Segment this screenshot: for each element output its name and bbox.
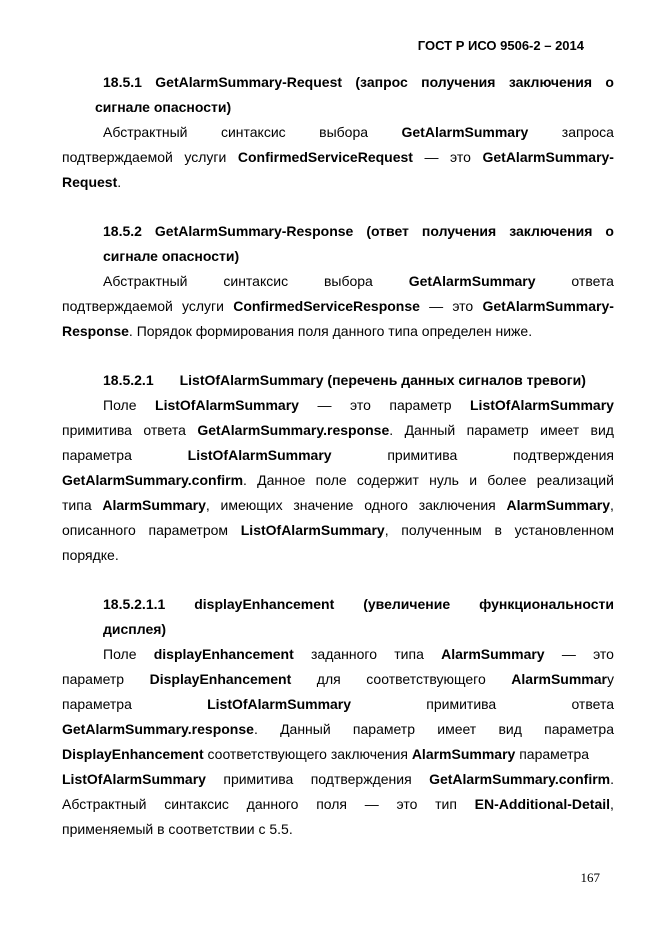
section-heading-18-5-1-cont: сигнале опасности) [95,99,232,115]
paragraph-line: применяемый в соответствии с 5.5. [62,821,293,837]
paragraph-line: Поле displayEnhancement заданного типа AlarmSummary — это [103,646,614,662]
paragraph-line: параметр DisplayEnhancement для соответствующего AlarmSummary [62,671,614,687]
paragraph-line: GetAlarmSummary.response. Данный параметр имеет вид параметра [62,721,614,737]
paragraph-line: подтверждаемой услуги ConfirmedServiceResponse — это GetAlarmSummary- [62,298,614,314]
section-heading-18-5-2-1-1: 18.5.2.1.1 displayEnhancement (увеличение функциональности [103,596,614,612]
paragraph-line: Абстрактный синтаксис выбора GetAlarmSummary запроса [103,124,614,140]
paragraph-line: Абстрактный синтаксис данного поля — это тип EN-Additional-Detail, [62,796,614,812]
paragraph-line: GetAlarmSummary.confirm. Данное поле содержит нуль и более реализаций [62,472,614,488]
paragraph-line: Request . [62,174,122,190]
paragraph-line: примитива ответа GetAlarmSummary.response. Данный параметр имеет вид [62,422,614,438]
page-number: 167 [580,870,600,885]
paragraph-line: ListOfAlarmSummary примитива подтверждения GetAlarmSummary.confirm. [62,771,614,787]
paragraph-line: порядке. [62,547,119,563]
paragraph-line: параметра ListOfAlarmSummary примитива подтверждения [62,447,614,463]
paragraph-line: Абстрактный синтаксис выбора GetAlarmSummary ответа [103,273,614,289]
paragraph-line: Response . Порядок формирования поля данного типа определен ниже. [62,323,533,339]
section-heading-18-5-2-cont: сигнале опасности) [103,248,240,264]
section-heading-18-5-2: 18.5.2 GetAlarmSummary-Response (ответ получения заключения о [103,223,614,239]
section-heading-18-5-2-1: 18.5.2.1 ListOfAlarmSummary (перечень данных сигналов тревоги) [103,372,586,388]
document-body [62,70,614,842]
paragraph-line: DisplayEnhancement соответствующего заключения AlarmSummary параметра [62,746,590,762]
paragraph-line: подтверждаемой услуги ConfirmedServiceRequest — это GetAlarmSummary- [62,149,614,165]
paragraph-line: параметра ListOfAlarmSummary примитива ответа [62,696,614,712]
paragraph-line: описанного параметром ListOfAlarmSummary, полученным в установленном [62,522,614,538]
paragraph-line: типа AlarmSummary, имеющих значение одного заключения AlarmSummary, [62,497,614,513]
document-standard-header: ГОСТ Р ИСО 9506-2 – 2014 [417,38,584,53]
section-heading-18-5-1: 18.5.1 GetAlarmSummary-Request (запрос получения заключения о [103,74,614,90]
section-heading-18-5-2-1-1-cont: дисплея) [103,621,167,637]
paragraph-line: Поле ListOfAlarmSummary — это параметр ListOfAlarmSummary [103,397,614,413]
